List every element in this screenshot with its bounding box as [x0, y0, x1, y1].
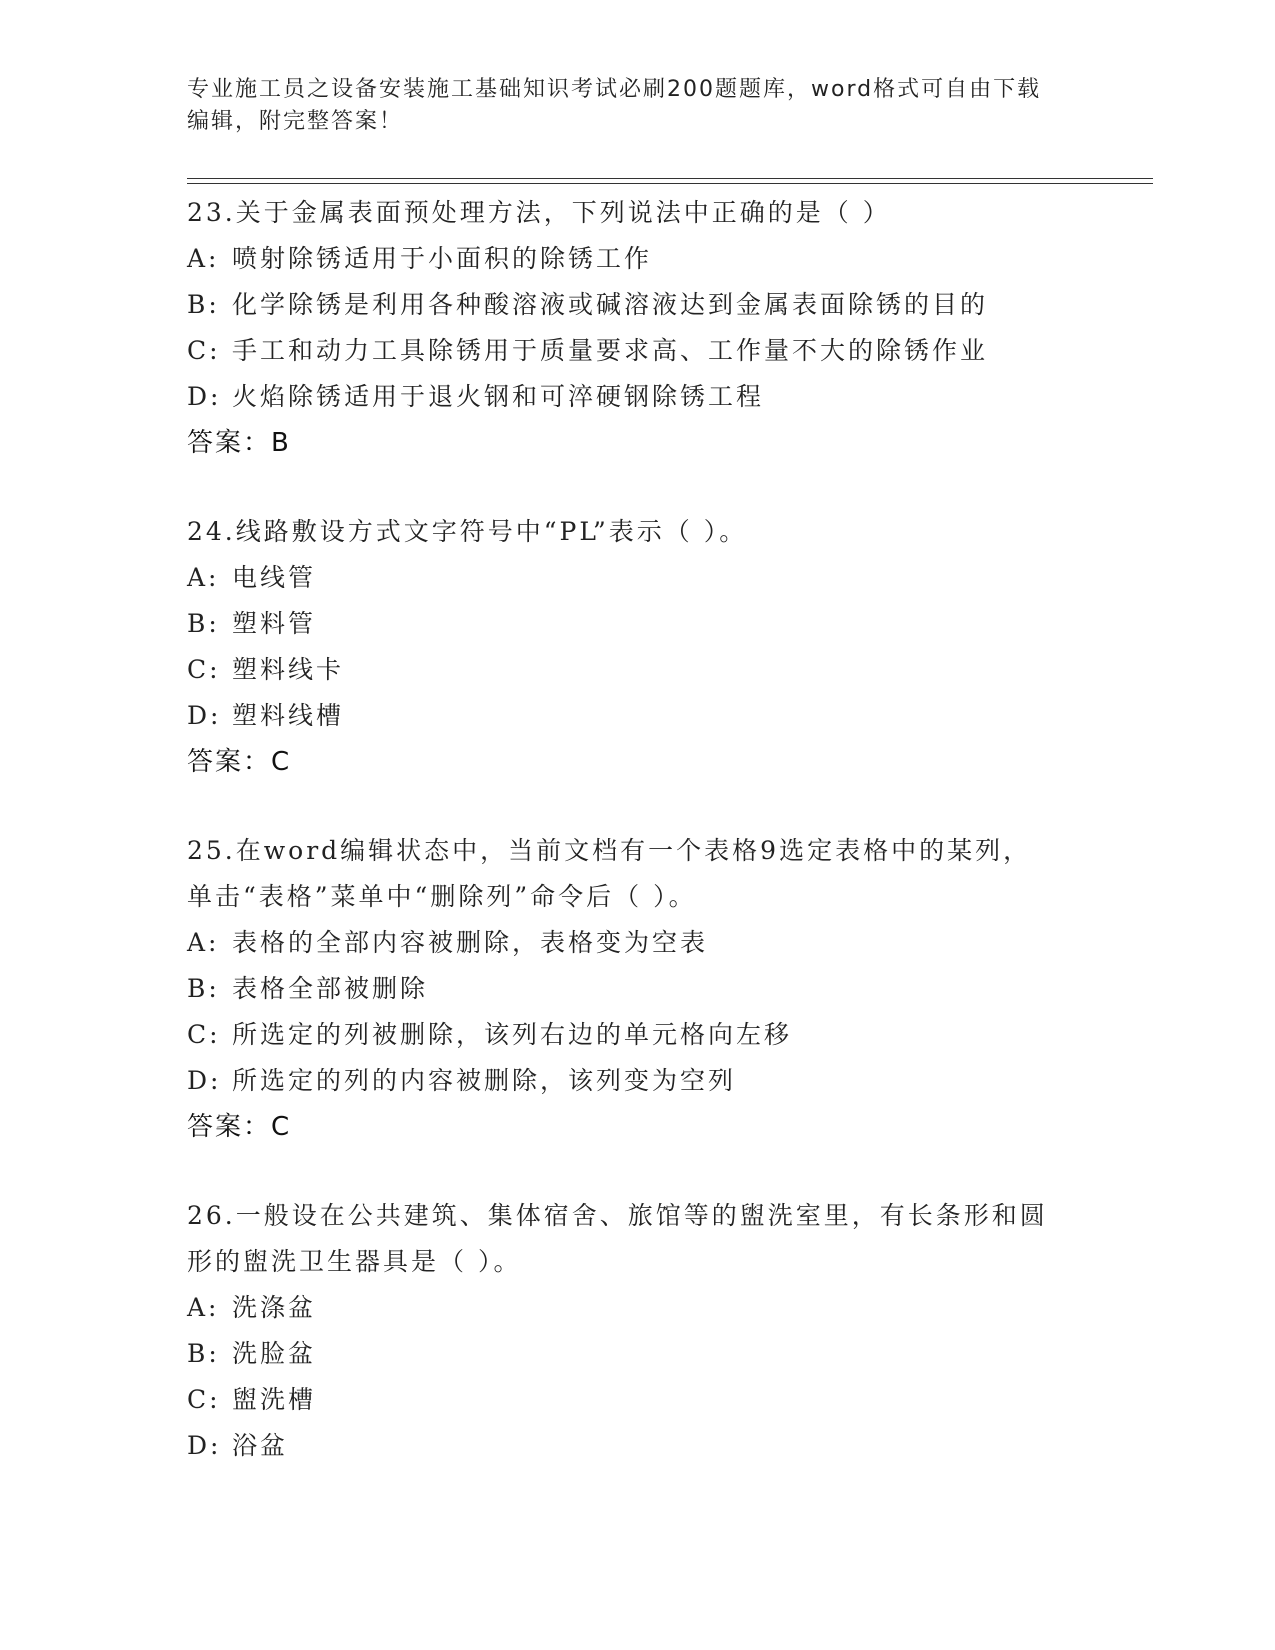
option-text: 化学除锈是利用各种酸溶液或碱溶液达到金属表面除锈的目的 — [232, 290, 989, 319]
option-letter: B: — [187, 290, 220, 319]
document-header — [187, 74, 1067, 138]
header-line-1: 专业施工员之设备安装施工基础知识考试必刷200题题库，word格式可自由下载 — [187, 77, 1042, 102]
option-letter: A: — [187, 244, 220, 273]
option-a — [187, 920, 1087, 966]
header-line-2: 编辑，附完整答案！ — [187, 109, 404, 134]
option-letter: B: — [187, 974, 220, 1003]
option-a — [187, 1285, 1087, 1331]
option-text: 电线管 — [232, 563, 317, 592]
option-letter: C: — [187, 1385, 221, 1414]
option-letter: D: — [187, 701, 222, 730]
answer-line: 答案：B — [187, 428, 291, 458]
option-letter: C: — [187, 1020, 221, 1049]
question-stem: 25.在word编辑状态中，当前文档有一个表格9选定表格中的某列， 单击“表格”菜单中“删除列”命令后（ ）。 — [187, 836, 1032, 911]
option-c — [187, 1012, 1087, 1058]
option-c — [187, 328, 1087, 374]
question-stem: 24.线路敷设方式文字符号中“PL”表示（ ）。 — [187, 517, 748, 546]
option-b — [187, 966, 1087, 1012]
header-divider-bottom — [187, 183, 1153, 184]
question-26 — [187, 1193, 1087, 1469]
option-b — [187, 282, 1087, 328]
option-d — [187, 1423, 1087, 1469]
question-25 — [187, 828, 1087, 1150]
option-text: 洗脸盆 — [232, 1339, 317, 1368]
question-spacer — [187, 1150, 1087, 1193]
option-text: 塑料管 — [232, 609, 317, 638]
option-d — [187, 693, 1087, 739]
option-letter: C: — [187, 655, 221, 684]
option-d — [187, 374, 1087, 420]
question-spacer — [187, 785, 1087, 828]
option-b — [187, 1331, 1087, 1377]
option-letter: A: — [187, 563, 220, 592]
option-letter: B: — [187, 609, 220, 638]
option-letter: D: — [187, 1431, 222, 1460]
answer-line: 答案：C — [187, 747, 292, 777]
option-text: 火焰除锈适用于退火钢和可淬硬钢除锈工程 — [232, 382, 765, 411]
option-text: 所选定的列的内容被删除，该列变为空列 — [232, 1066, 737, 1095]
option-letter: A: — [187, 1293, 220, 1322]
option-text: 所选定的列被删除，该列右边的单元格向左移 — [232, 1020, 793, 1049]
question-23 — [187, 190, 1087, 466]
option-text: 盥洗槽 — [232, 1385, 317, 1414]
question-list — [187, 190, 1087, 1469]
answer-line: 答案：C — [187, 1112, 292, 1142]
option-c — [187, 647, 1087, 693]
option-text: 表格的全部内容被删除，表格变为空表 — [232, 928, 709, 957]
option-letter: B: — [187, 1339, 220, 1368]
question-24 — [187, 509, 1087, 785]
option-c — [187, 1377, 1087, 1423]
option-text: 塑料线槽 — [232, 701, 345, 730]
option-text: 洗涤盆 — [232, 1293, 317, 1322]
option-letter: D: — [187, 382, 222, 411]
option-letter: A: — [187, 928, 220, 957]
option-text: 表格全部被删除 — [232, 974, 429, 1003]
option-text: 塑料线卡 — [232, 655, 345, 684]
option-b — [187, 601, 1087, 647]
option-d — [187, 1058, 1087, 1104]
option-letter: C: — [187, 336, 221, 365]
question-stem: 23.关于金属表面预处理方法，下列说法中正确的是（ ） — [187, 198, 891, 227]
option-a — [187, 236, 1087, 282]
question-spacer — [187, 466, 1087, 509]
option-letter: D: — [187, 1066, 222, 1095]
option-a — [187, 555, 1087, 601]
header-divider-top — [187, 178, 1153, 179]
option-text: 手工和动力工具除锈用于质量要求高、工作量不大的除锈作业 — [232, 336, 989, 365]
option-text: 浴盆 — [232, 1431, 289, 1460]
option-text: 喷射除锈适用于小面积的除锈工作 — [232, 244, 653, 273]
question-stem: 26.一般设在公共建筑、集体宿舍、旅馆等的盥洗室里，有长条形和圆 形的盥洗卫生器具是（ ）。 — [187, 1201, 1048, 1276]
